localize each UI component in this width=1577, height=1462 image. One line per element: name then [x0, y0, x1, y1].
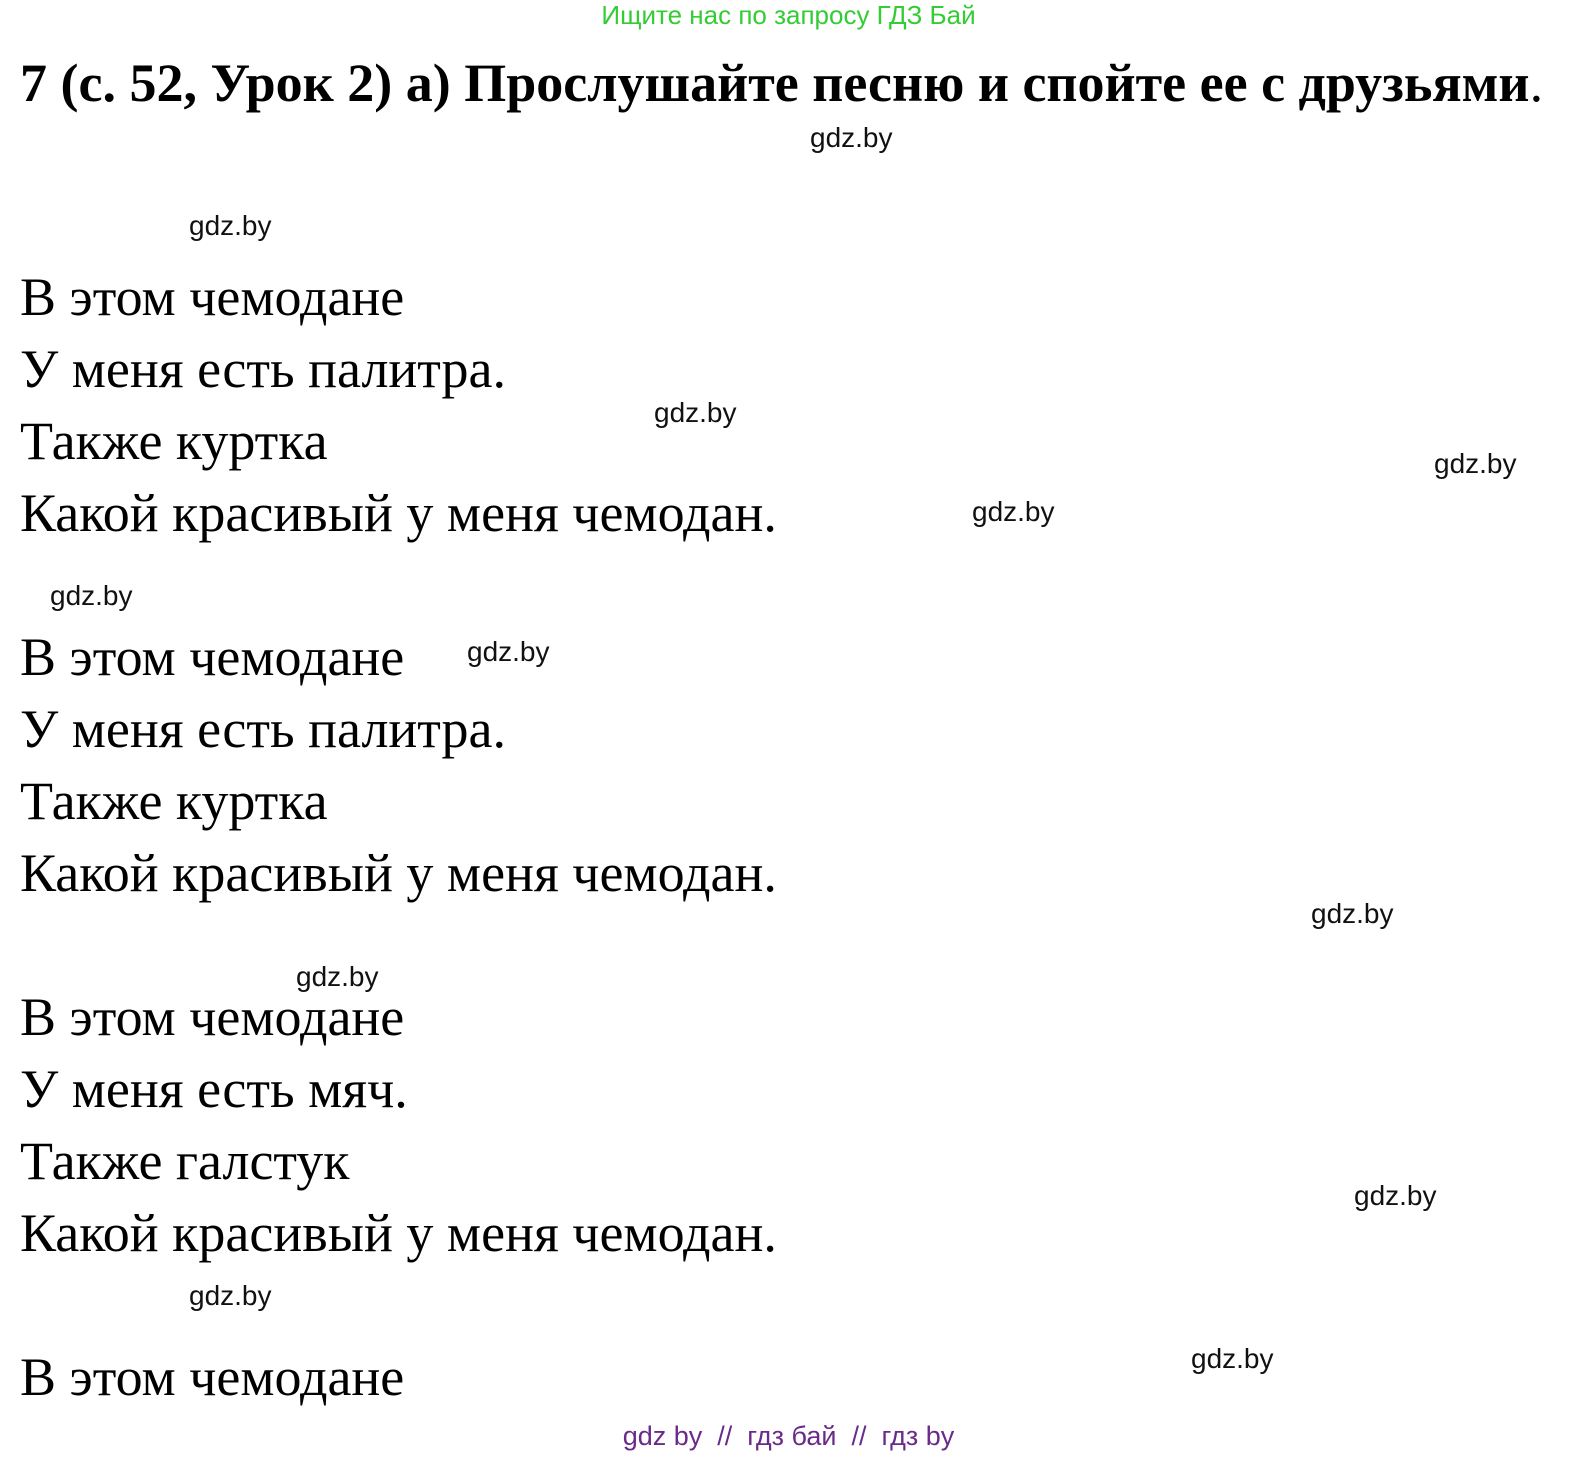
verse-3-line-1: В этом чемодане: [20, 987, 405, 1047]
verse-1-line-1: В этом чемодане: [20, 267, 405, 327]
footer-links: gdz by // гдз бай // гдз by: [622, 1421, 955, 1451]
verse-2-line-1: В этом чемодане: [20, 627, 405, 687]
watermark: gdz.by: [1311, 898, 1394, 929]
watermark: gdz.by: [296, 961, 379, 992]
verse-1-line-2: У меня есть палитра.: [20, 339, 507, 399]
watermark: gdz.by: [50, 580, 133, 611]
watermark: gdz.by: [654, 397, 737, 428]
exercise-heading: [20, 46, 1555, 120]
top-banner: Ищите нас по запросу ГДЗ Бай: [601, 0, 976, 30]
verse-2-line-4: Какой красивый у меня чемодан.: [20, 843, 777, 903]
watermark: gdz.by: [1434, 448, 1517, 479]
watermark: gdz.by: [467, 636, 550, 667]
watermark: gdz.by: [189, 1280, 272, 1311]
verse-2-line-2: У меня есть палитра.: [20, 699, 507, 759]
watermark: gdz.by: [1354, 1180, 1437, 1211]
watermark: gdz.by: [972, 496, 1055, 527]
verse-2-line-3: Также куртка: [20, 771, 328, 831]
verse-3-line-4: Какой красивый у меня чемодан.: [20, 1203, 777, 1263]
watermark: gdz.by: [810, 122, 893, 153]
watermark: gdz.by: [189, 210, 272, 241]
verse-1-line-3: Также куртка: [20, 411, 328, 471]
watermark: gdz.by: [1191, 1343, 1274, 1374]
verse-3-line-2: У меня есть мяч.: [20, 1059, 408, 1119]
heading-period: .: [1529, 53, 1544, 113]
verse-3-line-3: Также галстук: [20, 1131, 350, 1191]
heading-text: 7 (с. 52, Урок 2) а) Прослушайте песню и спойте ее с друзьями: [20, 53, 1530, 113]
verse-4-line-1: В этом чемодане: [20, 1347, 405, 1407]
verse-1-line-4: Какой красивый у меня чемодан.: [20, 483, 777, 543]
